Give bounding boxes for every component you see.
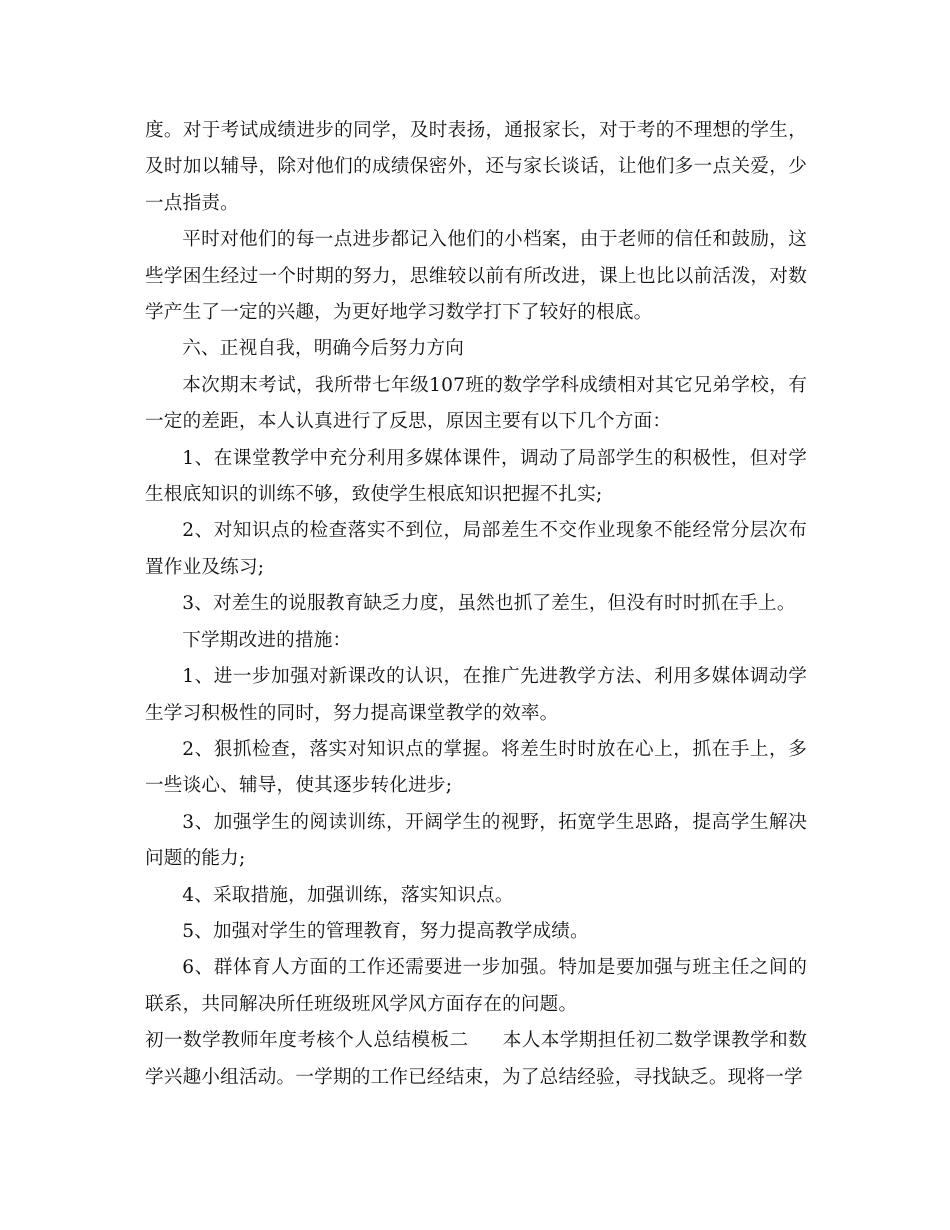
closing-text: 本人本学期担任初二数学课教学和数学兴趣小组活动。一学期的工作已经结束，为了总结经验，寻找缺乏。现将一学 [145,1030,807,1088]
list-item-measure-1: 1、进一步加强对新课改的认识，在推广先进教学方法、利用多媒体调动学生学习积极性的同时，努力提高课堂教学的效率。 [145,666,807,724]
template-heading: 初一数学教师年度考核个人总结模板二 [145,1030,469,1052]
list-item-reason-3: 3、对差生的说服教育缺乏力度，虽然也抓了差生，但没有时时抓在手上。 [182,593,796,615]
document-body [145,113,807,1096]
subheading-improvements: 下学期改进的措施： [182,629,352,651]
list-item-measure-6: 6、群体育人方面的工作还需要进一步加强。特加是要加强与班主任之间的联系，共同解决所任班级班风学风方面存在的问题。 [145,957,807,1015]
list-item-measure-5: 5、加强对学生的管理教育，努力提高教学成绩。 [182,920,589,942]
paragraph-progress-records: 平时对他们的每一点进步都记入他们的小档案，由于老师的信任和鼓励，这些学困生经过一个时期的努力，思维较以前有所改进，课上也比以前活泼，对数学产生了一定的兴趣，为更好地学习数学打下了较好的根底。 [145,229,807,324]
section-heading-six: 六、正视自我，明确今后努力方向 [182,338,465,360]
list-item-reason-2: 2、对知识点的检查落实不到位，局部差生不交作业现象不能经常分层次布置作业及练习; [145,520,807,578]
closing-paragraph [145,1023,807,1096]
paragraph-exam-reflection: 本次期末考试，我所带七年级107班的数学学科成绩相对其它兄弟学校，有一定的差距，本人认真进行了反思，原因主要有以下几个方面： [145,374,807,433]
list-item-measure-3: 3、加强学生的阅读训练，开阔学生的视野，拓宽学生思路，提高学生解决问题的能力; [145,811,807,870]
list-item-reason-1: 1、在课堂教学中充分利用多媒体课件，调动了局部学生的积极性，但对学生根底知识的训练不够，致使学生根底知识把握不扎实; [145,447,807,506]
paragraph-continued: 度。对于考试成绩进步的同学，及时表扬，通报家长，对于考的不理想的学生，及时加以辅导，除对他们的成绩保密外，还与家长谈话，让他们多一点关爱，少一点指责。 [145,120,807,214]
list-item-measure-2: 2、狠抓检查，落实对知识点的掌握。将差生时时放在心上，抓在手上，多一些谈心、辅导，使其逐步转化进步; [145,738,807,797]
list-item-measure-4: 4、采取措施，加强训练，落实知识点。 [182,884,514,906]
